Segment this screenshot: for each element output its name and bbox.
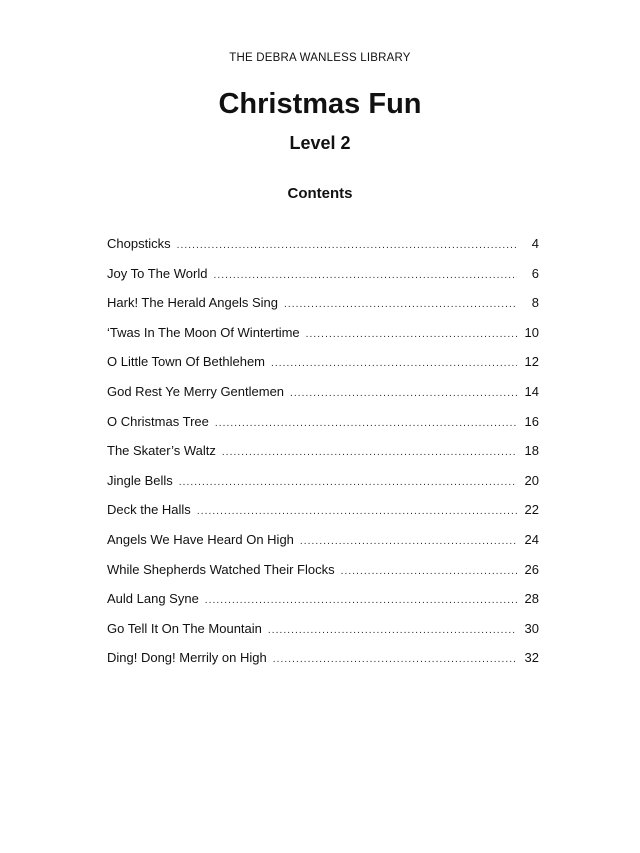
toc-entry-page: 8	[531, 295, 539, 311]
toc-entry-page: 28	[524, 591, 539, 607]
toc-entry-title: Auld Lang Syne	[107, 591, 199, 607]
toc-dot-leader	[197, 506, 517, 517]
toc-entry-page: 26	[524, 561, 539, 577]
toc-entry-page: 22	[524, 502, 539, 518]
toc-entry	[107, 384, 539, 414]
toc-entry	[107, 295, 539, 325]
toc-entry-title: Joy To The World	[107, 265, 208, 281]
toc-dot-leader	[215, 418, 517, 429]
toc-entry-title: Deck the Halls	[107, 502, 191, 518]
toc-entry-page: 20	[524, 472, 539, 488]
toc-entry-title: Chopsticks	[107, 236, 171, 251]
library-name: THE DEBRA WANLESS LIBRARY	[229, 52, 411, 64]
toc-entry-title: O Christmas Tree	[107, 413, 209, 429]
toc-entry-page: 18	[524, 443, 539, 459]
toc-entry-page: 6	[531, 265, 539, 281]
toc-entry-title: Jingle Bells	[107, 472, 173, 488]
toc-entry-title: ‘Twas In The Moon Of Wintertime	[107, 324, 300, 340]
toc-entry	[107, 266, 539, 296]
toc-entry	[107, 532, 539, 562]
book-title: Christmas Fun	[218, 88, 422, 120]
toc-dot-leader	[222, 447, 517, 458]
toc-entry-page: 24	[524, 531, 539, 547]
toc-entry-page: 14	[524, 383, 539, 399]
toc-entry-title: God Rest Ye Merry Gentlemen	[107, 383, 285, 399]
book-level: Level 2	[289, 133, 351, 153]
toc-entry-title: While Shepherds Watched Their Flocks	[107, 561, 335, 577]
toc-dot-leader	[341, 566, 517, 577]
toc-entry-page: 30	[524, 620, 539, 636]
table-of-contents	[107, 236, 539, 680]
toc-entry-page: 16	[524, 413, 539, 429]
toc-entry-title: O Little Town Of Bethlehem	[107, 354, 266, 370]
toc-entry	[107, 562, 539, 592]
toc-entry	[107, 473, 539, 503]
toc-dot-leader	[306, 329, 517, 340]
toc-entry	[107, 591, 539, 621]
toc-entry-title: The Skater’s Waltz	[107, 443, 216, 459]
toc-dot-leader	[300, 536, 517, 547]
toc-entry	[107, 325, 539, 355]
toc-entry	[107, 236, 539, 266]
toc-dot-leader	[179, 477, 517, 488]
toc-entry	[107, 354, 539, 384]
toc-dot-leader	[284, 299, 517, 310]
toc-entry	[107, 650, 539, 680]
toc-dot-leader	[273, 654, 517, 665]
toc-dot-leader	[290, 388, 517, 399]
toc-entry-page: 4	[531, 236, 539, 251]
toc-entry-title: Angels We Have Heard On High	[107, 531, 294, 547]
toc-dot-leader	[271, 358, 517, 369]
toc-entry	[107, 414, 539, 444]
toc-entry-page: 32	[524, 650, 539, 666]
toc-entry-title: Ding! Dong! Merrily on High	[107, 650, 267, 666]
toc-entry	[107, 502, 539, 532]
toc-entry	[107, 443, 539, 473]
toc-entry-title: Go Tell It On The Mountain	[107, 620, 262, 636]
toc-entry-title: Hark! The Herald Angels Sing	[107, 295, 279, 311]
toc-dot-leader	[205, 595, 517, 606]
toc-dot-leader	[268, 625, 517, 636]
toc-dot-leader	[177, 240, 517, 251]
toc-dot-leader	[213, 270, 517, 281]
contents-heading: Contents	[287, 185, 353, 202]
toc-entry-page: 12	[524, 354, 539, 370]
toc-entry	[107, 621, 539, 651]
toc-entry-page: 10	[524, 324, 539, 340]
